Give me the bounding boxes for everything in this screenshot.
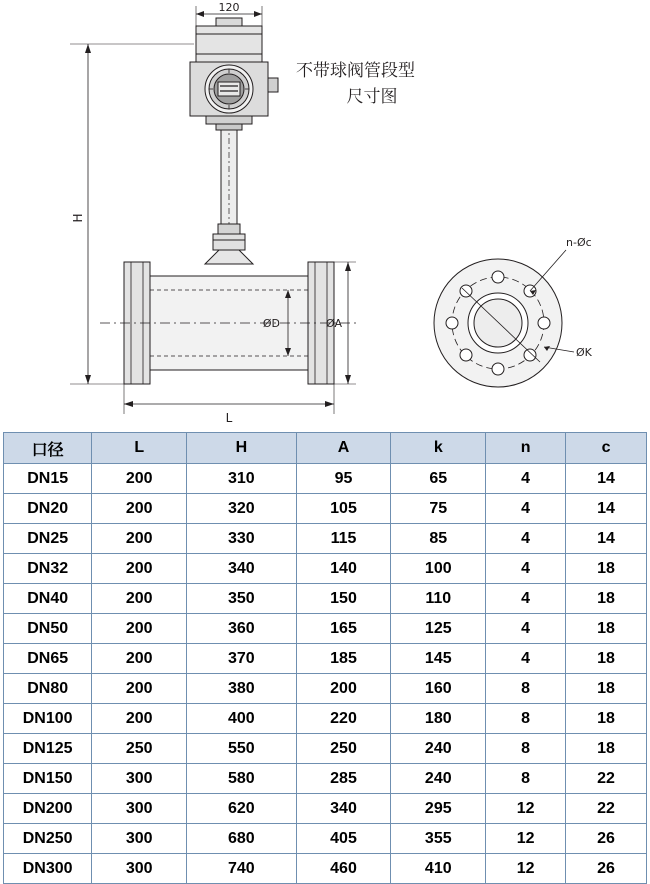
cell-value: 360 [187, 614, 297, 644]
cell-value: 12 [486, 854, 566, 884]
cell-value: 18 [566, 734, 647, 764]
cell-value: 8 [486, 704, 566, 734]
cell-value: 4 [486, 554, 566, 584]
col-header-l: L [92, 433, 187, 464]
table-row [4, 734, 647, 764]
table-row [4, 464, 647, 494]
cell-value: 18 [566, 644, 647, 674]
cell-value: 330 [187, 524, 297, 554]
label-top-width: 120 [218, 1, 240, 14]
drawing-caption [296, 58, 526, 110]
display-screen [218, 82, 240, 96]
cell-value: 200 [92, 524, 187, 554]
cell-diameter: DN200 [4, 794, 92, 824]
cell-value: 125 [391, 614, 486, 644]
col-header-h: H [187, 433, 297, 464]
head-vent [216, 18, 242, 26]
cell-value: 160 [391, 674, 486, 704]
cell-value: 65 [391, 464, 486, 494]
cell-value: 240 [391, 734, 486, 764]
table-header-row [4, 433, 647, 464]
cell-value: 8 [486, 674, 566, 704]
table-row [4, 614, 647, 644]
table-body [4, 464, 647, 884]
cell-diameter: DN300 [4, 854, 92, 884]
cell-value: 240 [391, 764, 486, 794]
cell-value: 180 [391, 704, 486, 734]
cell-value: 26 [566, 854, 647, 884]
table-row [4, 554, 647, 584]
cell-value: 295 [391, 794, 486, 824]
cell-value: 550 [187, 734, 297, 764]
cell-value: 100 [391, 554, 486, 584]
cell-value: 14 [566, 464, 647, 494]
cell-diameter: DN250 [4, 824, 92, 854]
cell-value: 18 [566, 674, 647, 704]
cell-diameter: DN125 [4, 734, 92, 764]
cell-value: 200 [92, 494, 187, 524]
cell-value: 95 [296, 464, 391, 494]
col-header-a: A [296, 433, 391, 464]
caption-line-1: 不带球阀管段型 [296, 61, 415, 81]
cell-value: 18 [566, 554, 647, 584]
cell-value: 85 [391, 524, 486, 554]
col-header-k: k [391, 433, 486, 464]
cell-value: 150 [296, 584, 391, 614]
table-row [4, 524, 647, 554]
stem-collar [218, 224, 240, 234]
cell-value: 310 [187, 464, 297, 494]
cell-value: 18 [566, 704, 647, 734]
cell-value: 185 [296, 644, 391, 674]
cell-value: 4 [486, 494, 566, 524]
cell-value: 300 [92, 764, 187, 794]
label-length: L [225, 411, 233, 425]
cell-value: 200 [92, 584, 187, 614]
cell-value: 680 [187, 824, 297, 854]
label-bolt-holes: n-Øc [566, 236, 592, 249]
cell-value: 285 [296, 764, 391, 794]
pipe-saddle [205, 250, 253, 264]
cell-value: 18 [566, 614, 647, 644]
cell-value: 140 [296, 554, 391, 584]
dimension-table [3, 432, 647, 884]
housing-base [206, 116, 252, 124]
cell-value: 460 [296, 854, 391, 884]
converter-upper-housing [196, 26, 262, 62]
cell-value: 18 [566, 584, 647, 614]
col-header-c: c [566, 433, 647, 464]
cell-value: 740 [187, 854, 297, 884]
table-row [4, 794, 647, 824]
cell-diameter: DN25 [4, 524, 92, 554]
col-header-diameter: 口径 [4, 433, 92, 464]
cell-diameter: DN100 [4, 704, 92, 734]
label-flange-diameter: ØA [325, 317, 342, 330]
sensor-mount [213, 234, 245, 250]
cell-value: 220 [296, 704, 391, 734]
cell-value: 165 [296, 614, 391, 644]
cell-value: 8 [486, 764, 566, 794]
cell-value: 370 [187, 644, 297, 674]
table-row [4, 674, 647, 704]
table-row [4, 824, 647, 854]
table-row [4, 644, 647, 674]
cell-value: 14 [566, 524, 647, 554]
cell-value: 580 [187, 764, 297, 794]
table-row [4, 764, 647, 794]
cell-value: 200 [296, 674, 391, 704]
cell-value: 105 [296, 494, 391, 524]
cell-value: 200 [92, 614, 187, 644]
caption-line-2: 尺寸图 [346, 87, 398, 107]
cell-value: 300 [92, 824, 187, 854]
cell-value: 300 [92, 794, 187, 824]
cell-value: 4 [486, 614, 566, 644]
cell-value: 350 [187, 584, 297, 614]
table-row [4, 704, 647, 734]
cell-value: 4 [486, 584, 566, 614]
cell-value: 145 [391, 644, 486, 674]
cell-value: 75 [391, 494, 486, 524]
cell-value: 110 [391, 584, 486, 614]
cell-value: 410 [391, 854, 486, 884]
cell-diameter: DN50 [4, 614, 92, 644]
cell-value: 4 [486, 524, 566, 554]
cell-value: 380 [187, 674, 297, 704]
cell-value: 4 [486, 644, 566, 674]
cell-value: 26 [566, 824, 647, 854]
cell-value: 200 [92, 704, 187, 734]
label-inner-diameter: ØD [262, 317, 280, 330]
table-row [4, 584, 647, 614]
cell-value: 250 [296, 734, 391, 764]
col-header-n: n [486, 433, 566, 464]
cell-diameter: DN80 [4, 674, 92, 704]
cell-diameter: DN65 [4, 644, 92, 674]
table-row [4, 854, 647, 884]
cell-value: 300 [92, 854, 187, 884]
cell-value: 200 [92, 464, 187, 494]
cell-diameter: DN150 [4, 764, 92, 794]
cell-value: 250 [92, 734, 187, 764]
dimension-drawing [0, 0, 650, 432]
cell-value: 620 [187, 794, 297, 824]
cell-value: 4 [486, 464, 566, 494]
cell-value: 340 [296, 794, 391, 824]
cable-gland [268, 78, 278, 92]
cell-value: 320 [187, 494, 297, 524]
cell-value: 405 [296, 824, 391, 854]
cell-value: 340 [187, 554, 297, 584]
cell-value: 14 [566, 494, 647, 524]
cell-value: 200 [92, 644, 187, 674]
cell-value: 200 [92, 674, 187, 704]
cell-diameter: DN20 [4, 494, 92, 524]
cell-value: 22 [566, 794, 647, 824]
cell-value: 115 [296, 524, 391, 554]
label-height: H [71, 213, 85, 223]
cell-value: 8 [486, 734, 566, 764]
cell-value: 22 [566, 764, 647, 794]
label-bolt-circle: ØK [576, 346, 592, 359]
cell-value: 400 [187, 704, 297, 734]
cell-diameter: DN40 [4, 584, 92, 614]
cell-value: 12 [486, 794, 566, 824]
table-row [4, 494, 647, 524]
cell-diameter: DN32 [4, 554, 92, 584]
cell-diameter: DN15 [4, 464, 92, 494]
cell-value: 12 [486, 824, 566, 854]
cell-value: 200 [92, 554, 187, 584]
cell-value: 355 [391, 824, 486, 854]
